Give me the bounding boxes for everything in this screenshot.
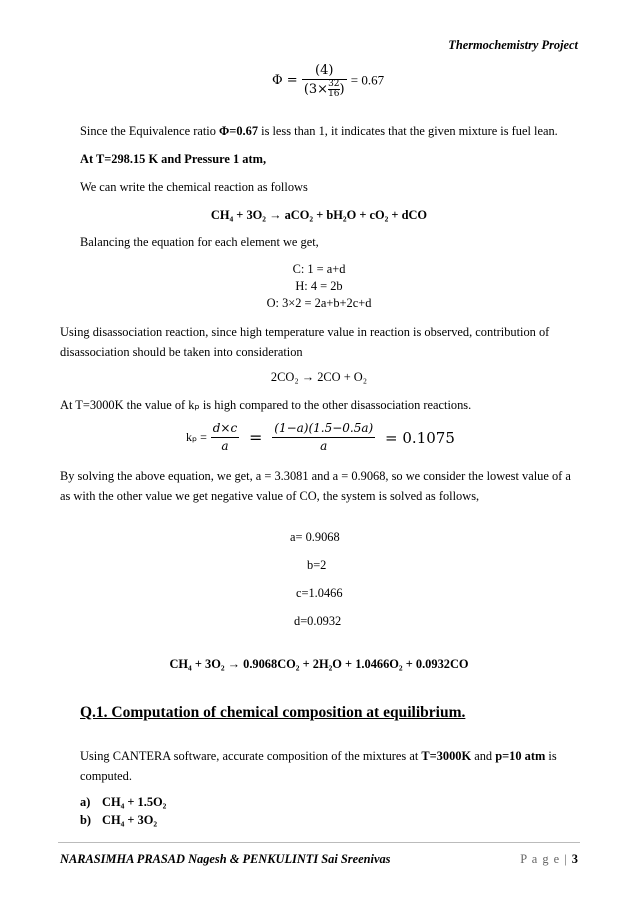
phi-den-fraction <box>328 80 339 99</box>
solution-d: d=0.0932 <box>294 614 342 628</box>
kp-paragraph: At T=3000K the value of kₚ is high compared to the other disassociation reactions. <box>60 398 472 412</box>
page-sep: | <box>560 852 572 866</box>
kp-f2-den: a <box>320 439 328 453</box>
p1-bold: Φ=0.67 <box>219 124 259 138</box>
kp-equation <box>186 420 455 455</box>
phi-fraction <box>302 62 347 99</box>
list-marker: b) <box>80 813 92 827</box>
reaction-intro: We can write the chemical reaction as follows <box>80 180 308 194</box>
phi-den-right: ) <box>339 82 345 97</box>
solution-a: a= 0.9068 <box>290 530 340 544</box>
kp-equals: = <box>249 428 263 447</box>
p7-pressure: p=10 atm <box>495 749 546 763</box>
disassociation-reaction: 2CO₂ → 2CO + O₂ <box>270 370 368 384</box>
p7-pre: Using CANTERA software, accurate composition of the mixtures at <box>80 749 422 763</box>
kp-fraction-2 <box>272 420 375 455</box>
phi-denominator <box>302 80 347 99</box>
cantera-paragraph <box>80 746 580 786</box>
phi-rhs: = 0.67 <box>350 72 385 88</box>
kp-lhs: kₚ = <box>186 430 207 444</box>
kp-f1-den: a <box>221 439 229 453</box>
disassociation-paragraph: Using disassociation reaction, since high temperature value in reaction is observed, contribution of disassociation should be taken into consideration <box>60 325 550 359</box>
list-item <box>80 813 157 828</box>
phi-equation <box>272 62 384 99</box>
conditions-heading: At T=298.15 K and Pressure 1 atm, <box>80 152 267 166</box>
phi-numerator: (4) <box>302 62 347 80</box>
phi-lhs: Φ = <box>272 73 298 88</box>
solution-b: b=2 <box>307 558 327 572</box>
footer-authors: NARASIMHA PRASAD Nagesh & PENKULINTI Sai Sreenivas <box>60 852 391 866</box>
p1-pre: Since the Equivalence ratio <box>80 124 219 138</box>
kp-f2-num: (1−a)(1.5−0.5a) <box>272 420 375 438</box>
page-label: P a g e <box>520 852 561 866</box>
balance-o: O: 3×2 = 2a+b+2c+d <box>266 296 372 310</box>
equivalence-ratio-paragraph <box>80 124 558 139</box>
p7-post: is computed. <box>80 749 557 783</box>
reaction-equation-1: CH₄ + 3O₂ → aCO₂ + bH₂O + cO₂ + dCO <box>210 208 428 222</box>
phi-den-left: (3× <box>303 82 329 97</box>
page-number-value: 3 <box>571 852 578 866</box>
phi-den-frac-num: 32 <box>328 79 340 89</box>
footer-divider <box>58 842 580 843</box>
list-text: CH₄ + 3O₂ <box>102 813 158 827</box>
kp-rhs: = 0.1075 <box>385 428 455 447</box>
solution-c: c=1.0466 <box>296 586 343 600</box>
kp-fraction-1 <box>211 420 239 455</box>
section-title: Q.1. Computation of chemical composition at equilibrium. <box>80 704 466 721</box>
kp-f1-num: d×c <box>211 420 239 438</box>
p7-temp: T=3000K <box>421 749 472 763</box>
balance-c: C: 1 = a+d <box>292 262 346 276</box>
balancing-intro: Balancing the equation for each element we get, <box>80 235 319 249</box>
reaction-equation-2: CH₄ + 3O₂ → 0.9068CO₂ + 2H₂O + 1.0466O₂ + 0.0932CO <box>169 657 469 671</box>
p7-mid: and <box>471 749 496 763</box>
solving-paragraph: By solving the above equation, we get, a = 3.3081 and a = 0.9068, so we consider the lowest value of a as with the other value we get negative value of CO, the system is solved as follows, <box>60 469 571 503</box>
list-marker: a) <box>80 795 91 809</box>
p1-post: is less than 1, it indicates that the given mixture is fuel lean. <box>258 124 558 138</box>
balance-h: H: 4 = 2b <box>295 279 343 293</box>
list-item <box>80 795 166 810</box>
page-number <box>520 852 578 867</box>
phi-den-frac-den: 16 <box>328 89 340 99</box>
header-title: Thermochemistry Project <box>448 38 578 52</box>
list-text: CH₄ + 1.5O₂ <box>102 795 167 809</box>
